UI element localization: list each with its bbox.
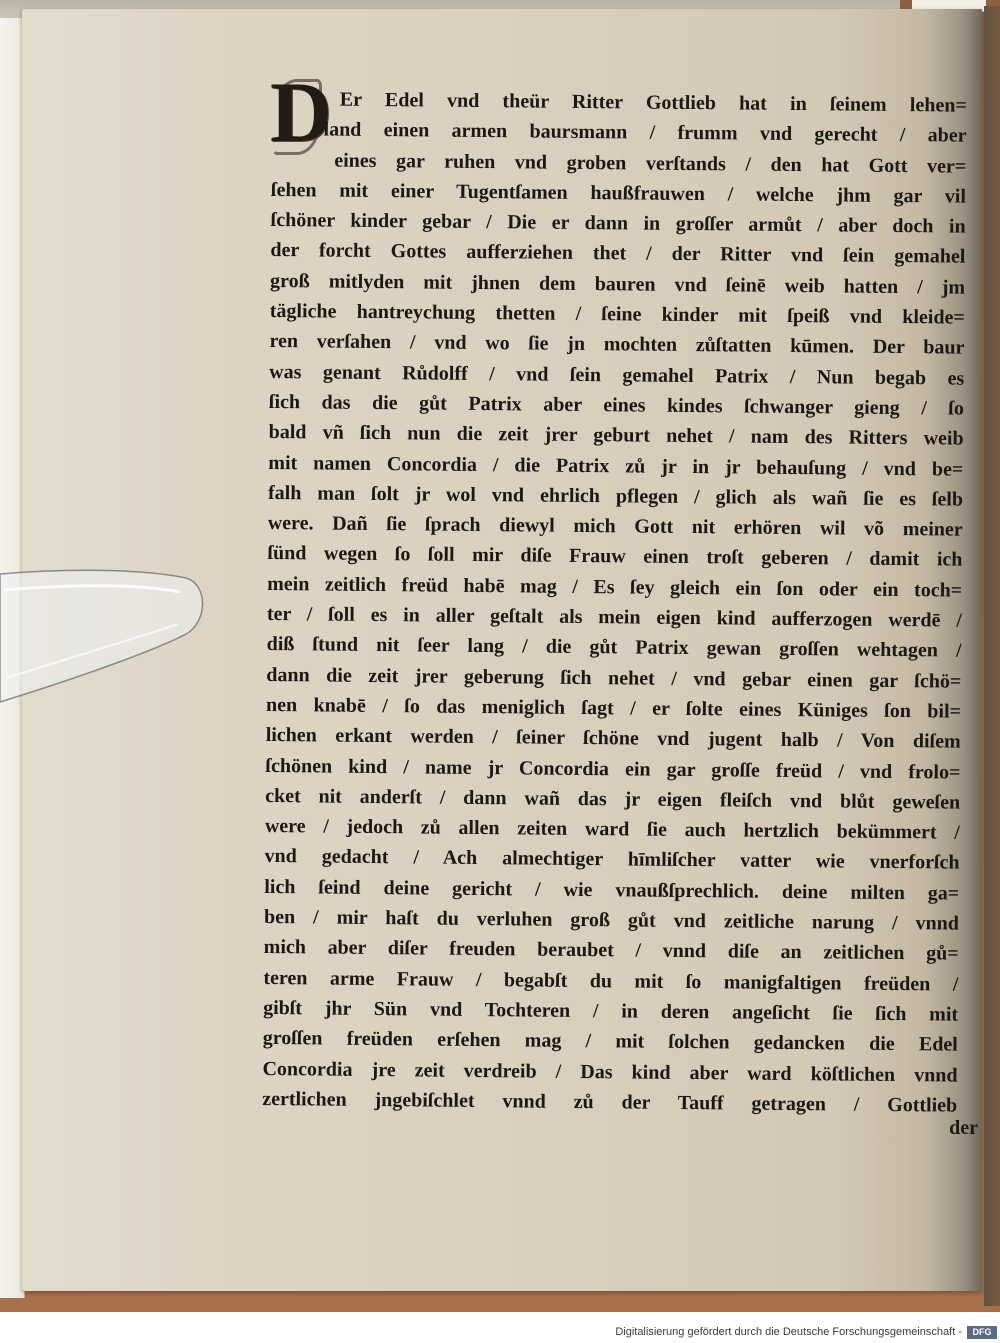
text-line: eines gar ruhen vnd groben verſtands / den hat Gott ver= bbox=[334, 149, 967, 178]
text-line: gibſt jhr Sün vnd Tochteren / in deren angeſicht ſie ſich mit bbox=[263, 996, 959, 1026]
funding-credit: Digitalisierung gefördert durch die Deutsche Forschungsgemeinschaft - bbox=[615, 1326, 962, 1338]
text-line: dann die zeit jrer geberung ſich nehet / vnd gebar einen gar ſchö= bbox=[266, 663, 962, 693]
text-block bbox=[262, 84, 967, 1121]
text-line: bald vñ ſich nun die zeit jrer geburt nehet / nam des Ritters weib bbox=[268, 421, 964, 450]
text-line: diß ſtund nit ſeer lang / die gůt Patrix gewan groſſen wehtagen / bbox=[266, 633, 962, 662]
text-line: ſünd wegen ſo ſoll mir diſe Frauw einen troſt geberen / damit ich bbox=[267, 542, 963, 572]
text-line: ſehen mit einer Tugentſamen haußfrauwen / welche jhm gar vil bbox=[270, 178, 967, 208]
text-line: cket nit anderſt / dann wañ das jr eigen fleiſch vnd blůt geweſen bbox=[265, 784, 961, 814]
text-line: ſich das die gůt Patrix aber eines kindes ſchwanger gieng / ſo bbox=[268, 390, 965, 420]
text-line: were / jedoch zů allen zeiten ward ſie auch hertzlich bekümmert / bbox=[264, 815, 960, 844]
text-line: nen knabē / ſo das meniglich ſagt / er ſolte eines Küniges ſon bil= bbox=[265, 693, 962, 723]
text-line: mit namen Concordia / die Patrix zů jr in jr behauſung / vnd be= bbox=[268, 451, 964, 481]
text-line: lich ſeind deine gericht / wie vnaußſprechlich. deine milten ga= bbox=[264, 875, 960, 905]
text-line: zertlichen jngebiſchlet vnnd zů der Tauff getragen / Gottlieb bbox=[262, 1087, 958, 1117]
text-line: groß mitlyden mit jhnen dem bauren vnd ſeinē weib hatten / jm bbox=[270, 269, 966, 299]
book-binding-shadow bbox=[984, 6, 1000, 1306]
text-line: Concordia jre zeit verdreib / Das kind aber ward köſtlichen vnnd bbox=[262, 1057, 958, 1087]
text-line: vnd gedacht / Ach almechtiger hīmliſcher vatter wie vnerforſch bbox=[264, 845, 960, 875]
page-weight-icon bbox=[0, 560, 212, 710]
text-line: teren arme Frauw / begabſt du mit ſo manigfaltigen freüden / bbox=[263, 966, 959, 996]
text-line: were. Dañ ſie ſprach diewyl mich Gott nit erhören wil võ meiner bbox=[267, 512, 963, 541]
text-line: ren verſahen / vnd wo ſie jn mochten zůſtatten kūmen. Der baur bbox=[269, 330, 965, 360]
text-line: land einen armen baursmann / frumm vnd gerecht / aber bbox=[323, 118, 967, 147]
initial-letter: D bbox=[269, 64, 333, 160]
footer-bar bbox=[0, 1312, 1000, 1343]
text-line: mein zeitlich freüd habē mag / Es ſey gleich ein ſon oder ein toch= bbox=[267, 572, 963, 602]
dfg-logo-icon: DFG bbox=[967, 1326, 997, 1339]
text-line: der forcht Gottes aufferziehen thet / der Ritter vnd ſein gemahel bbox=[270, 239, 966, 269]
text-line: falh man ſolt jr wol vnd ehrlich pflegen / glich als wañ ſie es ſelb bbox=[267, 481, 964, 511]
text-line: lichen erkant werden / ſeiner ſchöne vnd jugent halb / Von diſem bbox=[265, 724, 961, 753]
text-line: mich aber diſer freuden beraubet / vnnd diſe an zeitlichen gů= bbox=[263, 936, 959, 965]
text-line: ben / mir haſt du verluhen groß gůt vnd zeitliche narung / vnnd bbox=[263, 905, 960, 935]
text-line: ſchönen kind / name jr Concordia ein gar groſſe freüd / vnd frolo= bbox=[265, 754, 961, 784]
text-line: Er Edel vnd theür Ritter Gottlieb hat in ſeinem lehen= bbox=[339, 88, 967, 117]
text-line: ſchöner kinder gebar / Die er dann in groſſer armůt / aber doch in bbox=[270, 209, 966, 238]
text-line: was genant Růdolff / vnd ſein gemahel Patrix / Nun begab es bbox=[269, 360, 965, 390]
catchword: der bbox=[949, 1117, 978, 1139]
text-line: groſſen freüden erſehen mag / mit ſolchen gedancken die Edel bbox=[262, 1027, 958, 1056]
text-line: tägliche hantreychung thetten / ſeine kinder mit ſpeiß vnd kleide= bbox=[269, 300, 965, 329]
text-line: ter / ſoll es in aller geſtalt als mein eigen kind aufferzogen werdē / bbox=[266, 603, 962, 632]
